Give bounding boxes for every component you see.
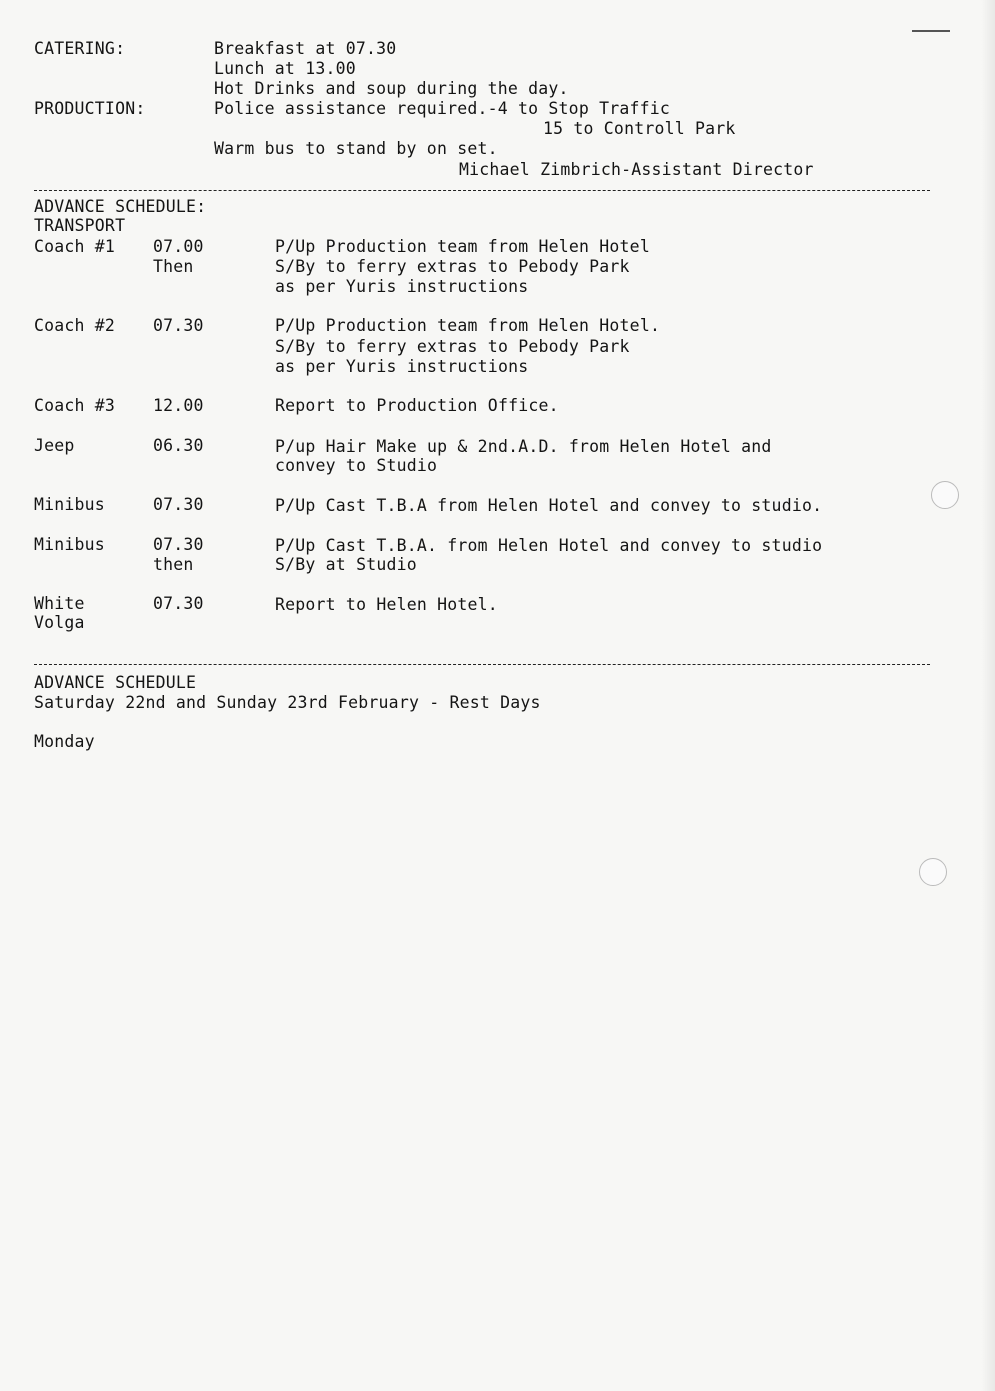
- production-police-park: 15 to Controll Park: [543, 119, 736, 138]
- vehicle-time: 07.30: [153, 316, 204, 335]
- catering-label: CATERING:: [34, 39, 126, 58]
- corner-pen-mark: [912, 30, 950, 32]
- rest-days-line: Saturday 22nd and Sunday 23rd February - Rest Days: [34, 693, 541, 712]
- vehicle-time-note: Then: [153, 257, 194, 276]
- vehicle-name: Coach #2: [34, 316, 116, 335]
- vehicle-time: 07.30: [153, 594, 204, 613]
- vehicle-description: convey to Studio: [275, 456, 438, 475]
- vehicle-time: 07.30: [153, 535, 204, 554]
- vehicle-description: P/Up Cast T.B.A. from Helen Hotel and convey to studio: [275, 536, 823, 555]
- vehicle-time: 07.30: [153, 495, 204, 514]
- vehicle-description: as per Yuris instructions: [275, 277, 529, 296]
- advance-schedule-title-2: ADVANCE SCHEDULE: [34, 673, 197, 692]
- vehicle-description: S/By at Studio: [275, 555, 417, 574]
- vehicle-name: Coach #1: [34, 237, 116, 256]
- vehicle-description: S/By to ferry extras to Pebody Park: [275, 257, 630, 276]
- vehicle-time: 07.00: [153, 237, 204, 256]
- vehicle-name: White: [34, 594, 85, 613]
- vehicle-description: P/Up Production team from Helen Hotel: [275, 237, 650, 256]
- paper-edge-shadow: [981, 0, 995, 1391]
- production-label: PRODUCTION:: [34, 99, 146, 118]
- vehicle-time: 12.00: [153, 396, 204, 415]
- production-warm-bus: Warm bus to stand by on set.: [214, 139, 498, 158]
- production-police: Police assistance required.-4 to Stop Traffic: [214, 99, 671, 118]
- divider: [34, 664, 930, 665]
- vehicle-name: Coach #3: [34, 396, 116, 415]
- vehicle-description: as per Yuris instructions: [275, 357, 529, 376]
- vehicle-time-note: then: [153, 555, 194, 574]
- punch-hole: [919, 858, 947, 886]
- vehicle-name: Minibus: [34, 495, 105, 514]
- vehicle-name: Minibus: [34, 535, 105, 554]
- transport-heading: TRANSPORT: [34, 216, 126, 235]
- monday-label: Monday: [34, 732, 95, 751]
- vehicle-description: S/By to ferry extras to Pebody Park: [275, 337, 630, 356]
- vehicle-description: P/up Hair Make up & 2nd.A.D. from Helen Hotel and: [275, 437, 772, 456]
- divider: [34, 190, 930, 191]
- vehicle-description: P/Up Production team from Helen Hotel.: [275, 316, 661, 335]
- vehicle-time: 06.30: [153, 436, 204, 455]
- vehicle-description: P/Up Cast T.B.A from Helen Hotel and convey to studio.: [275, 496, 823, 515]
- vehicle-description: Report to Helen Hotel.: [275, 595, 498, 614]
- vehicle-name-line2: Volga: [34, 613, 85, 632]
- catering-line-lunch: Lunch at 13.00: [214, 59, 356, 78]
- catering-line-breakfast: Breakfast at 07.30: [214, 39, 397, 58]
- punch-hole: [931, 481, 959, 509]
- catering-line-drinks: Hot Drinks and soup during the day.: [214, 79, 569, 98]
- assistant-director-signature: Michael Zimbrich-Assistant Director: [459, 160, 814, 179]
- vehicle-description: Report to Production Office.: [275, 396, 559, 415]
- vehicle-name: Jeep: [34, 436, 75, 455]
- advance-schedule-title: ADVANCE SCHEDULE:: [34, 197, 207, 216]
